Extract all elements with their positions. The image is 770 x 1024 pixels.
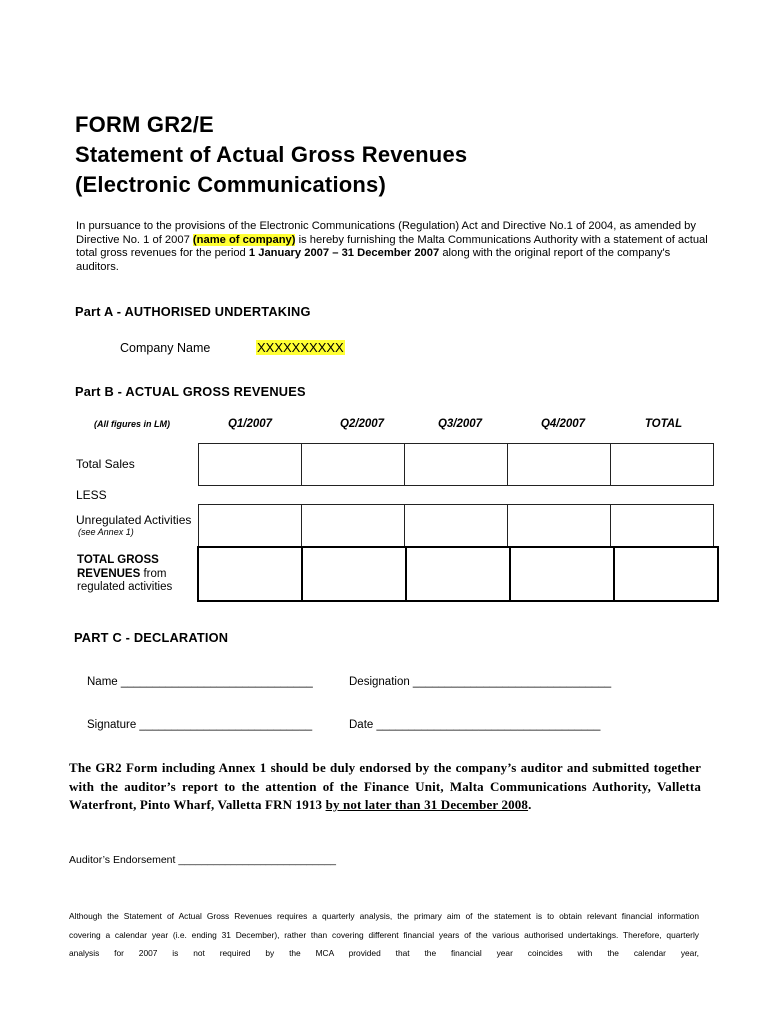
form-title: FORM GR2/E [75, 112, 214, 137]
company-name-placeholder: (name of company) [192, 233, 296, 246]
total-sales-total-cell[interactable] [611, 444, 714, 486]
company-name-label: Company Name [120, 341, 211, 355]
intro-text-1: In pursuance to the provisions of the Electronic Communications (Regulation) Act and Directive No.1 of 2004, as amended by Directive No. 1 of 2007 [76, 220, 696, 246]
column-header-total: TOTAL [644, 418, 683, 430]
total-gross-label-line3: regulated activities [77, 581, 173, 593]
footnote-line-1: Although the Statement of Actual Gross Revenues requires a quarterly analysis, the primary aim of the statement is to obtain relevant financial information [69, 911, 699, 921]
intro-text-3: along with the original report of the company's auditors. [76, 247, 671, 274]
column-header-q3: Q3/2007 [437, 418, 483, 430]
total-gross-q2-cell[interactable] [302, 547, 406, 601]
total-gross-label-line2: REVENUES [77, 567, 141, 580]
unregulated-q1-cell[interactable] [199, 505, 302, 547]
intro-text-2: is hereby furnishing the Malta Communications Authority with a statement of actual total gross revenues for the period [76, 233, 708, 260]
intro-paragraph [76, 220, 716, 275]
total-gross-label-line1: TOTAL GROSS [77, 554, 159, 566]
part-b-heading: Part B - ACTUAL GROSS REVENUES [75, 384, 306, 399]
total-sales-q4-cell[interactable] [508, 444, 611, 486]
total-gross-q4-cell[interactable] [510, 547, 614, 601]
reporting-period: 1 January 2007 – 31 December 2007 [248, 247, 440, 260]
company-name-value[interactable]: XXXXXXXXXX [257, 340, 344, 355]
declaration-designation-field[interactable]: Designation _______________________________ [349, 676, 612, 688]
total-gross-q1-cell[interactable] [198, 547, 302, 601]
part-a-heading: Part A - AUTHORISED UNDERTAKING [75, 304, 311, 319]
figures-note: (All figures in LM) [94, 419, 170, 429]
total-sales-q1-cell[interactable] [199, 444, 302, 486]
total-gross-total-cell[interactable] [614, 547, 718, 601]
unregulated-q3-cell[interactable] [405, 505, 508, 547]
declaration-date-field[interactable]: Date ___________________________________ [349, 719, 601, 731]
unregulated-activities-label: Unregulated Activities [76, 513, 192, 527]
submission-notice [69, 759, 701, 815]
footnote-line-2: covering a calendar year (i.e. ending 31 December), rather than covering different financial years of the various authorised undertakings. Therefore, quarterly [69, 930, 699, 940]
see-annex-note: (see Annex 1) [78, 527, 134, 537]
unregulated-q2-cell[interactable] [302, 505, 405, 547]
submission-notice-text: The GR2 Form including Annex 1 should be duly endorsed by the company’s auditor and submitted together with the auditor’s report to the attention of the Finance Unit, Malta Communications Authority, Valletta Waterfront, Pinto Wharf, Valletta FRN 1913 [69, 760, 701, 812]
total-gross-label-from: from [140, 567, 167, 580]
less-label: LESS [76, 488, 107, 502]
auditor-endorsement-field[interactable]: Auditor’s Endorsement ___________________________ [69, 854, 337, 866]
column-header-q1: Q1/2007 [227, 418, 273, 430]
footnote-line-3: analysis for 2007 is not required by the MCA provided that the financial year coincides with the calendar year, [69, 948, 699, 958]
total-sales-q2-cell[interactable] [302, 444, 405, 486]
total-gross-revenues-label [77, 554, 172, 595]
unregulated-total-cell[interactable] [611, 505, 714, 547]
submission-notice-end: . [528, 797, 532, 812]
column-header-q2: Q2/2007 [339, 418, 385, 430]
total-gross-q3-cell[interactable] [406, 547, 510, 601]
total-sales-label: Total Sales [76, 457, 135, 471]
column-header-q4: Q4/2007 [540, 418, 586, 430]
unregulated-q4-cell[interactable] [508, 505, 611, 547]
total-sales-row [198, 443, 714, 486]
part-c-heading: PART C - DECLARATION [74, 630, 229, 645]
declaration-name-field[interactable]: Name ______________________________ [87, 676, 313, 688]
declaration-signature-field[interactable]: Signature ___________________________ [87, 719, 313, 731]
form-subtitle: Statement of Actual Gross Revenues [75, 142, 468, 167]
submission-deadline: by not later than 31 December 2008 [325, 797, 529, 812]
total-gross-revenues-row [197, 546, 719, 602]
unregulated-activities-row [198, 504, 714, 547]
form-subtitle-2: (Electronic Communications) [75, 172, 386, 197]
total-sales-q3-cell[interactable] [405, 444, 508, 486]
